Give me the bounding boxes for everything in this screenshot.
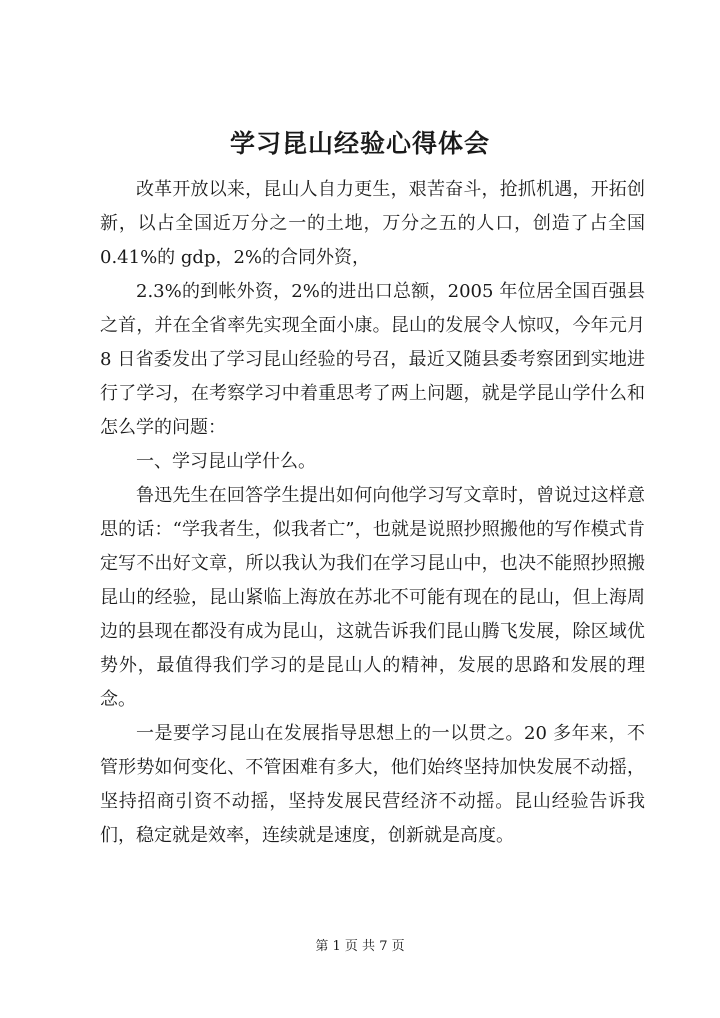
section-heading: 一、学习昆山学什么。 <box>136 451 316 472</box>
paragraph: 一是要学习昆山在发展指导思想上的一以贯之。20 多年来，不管形势如何变化、不管困难有多大，他们始终坚持加快发展不动摇，坚持招商引资不动摇，坚持发展民营经济不动摇。昆山经验告诉我们，稳定就是效率，连续就是速度，创新就是高度。 <box>100 723 645 846</box>
document-title: 学习昆山经验心得体会 <box>229 129 490 158</box>
page-footer: 第 1 页 共 7 页 <box>315 939 405 954</box>
document-body <box>100 173 645 853</box>
paragraph: 2.3%的到帐外资，2%的进出口总额，2005 年位居全国百强县之首，并在全省率先实现全面小康。昆山的发展令人惊叹，今年元月 8 日省委发出了学习昆山经验的号召，最近又随县委考察团到实地进行了学习，在考察学习中着重思考了两上问题，就是学昆山学什么和怎么学的问题： <box>100 281 645 438</box>
paragraph: 改革开放以来，昆山人自力更生，艰苦奋斗，抢抓机遇，开拓创新，以占全国近万分之一的土地，万分之五的人口，创造了占全国 0.41%的 gdp，2%的合同外资， <box>100 179 645 268</box>
paragraph: 鲁迅先生在回答学生提出如何向他学习写文章时，曾说过这样意思的话：“学我者生，似我者亡”，也就是说照抄照搬他的写作模式肯定写不出好文章，所以我认为我们在学习昆山中，也决不能照抄照搬昆山的经验，昆山紧临上海放在苏北不可能有现在的昆山，但上海周边的县现在都没有成为昆山，这就告诉我们昆山腾飞发展，除区域优势外，最值得我们学习的是昆山人的精神，发展的思路和发展的理念。 <box>100 485 645 710</box>
